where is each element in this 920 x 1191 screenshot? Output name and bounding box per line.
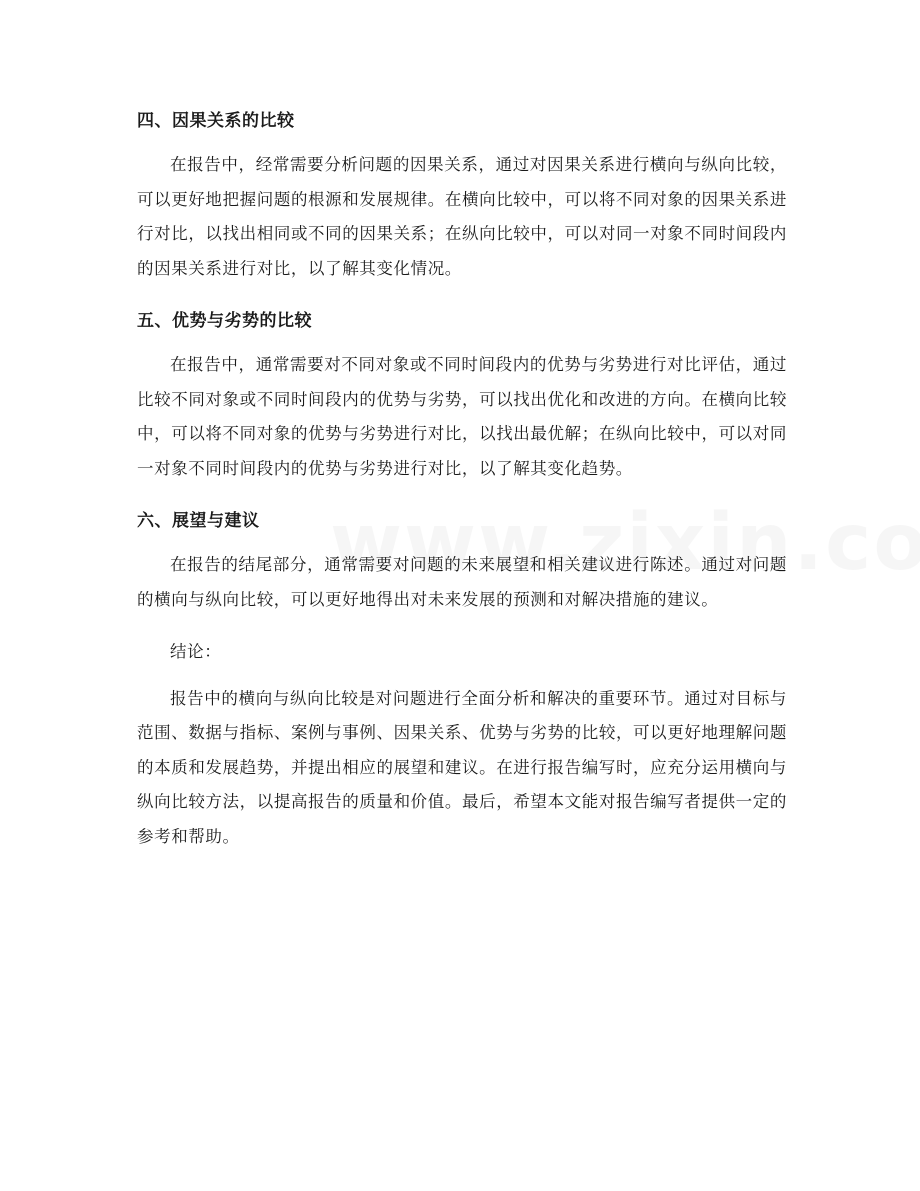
section-heading: 四、因果关系的比较 — [137, 111, 295, 131]
section-strengths-weaknesses — [137, 304, 787, 486]
section-paragraph: 在报告的结尾部分，通常需要对问题的未来展望和相关建议进行陈述。通过对问题的横向与纵向比较，可以更好地得出对未来发展的预测和对解决措施的建议。 — [137, 555, 787, 609]
conclusion-label: 结论： — [170, 642, 222, 661]
document-page — [137, 104, 787, 872]
section-outlook — [137, 504, 787, 617]
section-paragraph: 在报告中，经常需要分析问题的因果关系，通过对因果关系进行横向与纵向比较，可以更好地把握问题的根源和发展规律。在横向比较中，可以将不同对象的因果关系进行对比，以找出相同或不同的因果关系；在纵向比较中，可以对同一对象不同时间段内的因果关系进行对比，以了解其变化情况。 — [137, 155, 787, 278]
section-heading: 六、展望与建议 — [137, 511, 260, 531]
section-heading: 五、优势与劣势的比较 — [137, 311, 312, 331]
conclusion-paragraph: 报告中的横向与纵向比较是对问题进行全面分析和解决的重要环节。通过对目标与范围、数据与指标、案例与事例、因果关系、优势与劣势的比较，可以更好地理解问题的本质和发展趋势，并提出相应的展望和建议。在进行报告编写时，应充分运用横向与纵向比较方法，以提高报告的质量和价值。最后，希望本文能对报告编写者提供一定的参考和帮助。 — [137, 688, 787, 846]
section-paragraph: 在报告中，通常需要对不同对象或不同时间段内的优势与劣势进行对比评估，通过比较不同对象或不同时间段内的优势与劣势，可以找出优化和改进的方向。在横向比较中，可以将不同对象的优势与劣势进行对比，以找出最优解；在纵向比较中，可以对同一对象不同时间段内的优势与劣势进行对比，以了解其变化趋势。 — [137, 355, 787, 478]
section-causality — [137, 104, 787, 286]
conclusion-section — [137, 635, 787, 854]
